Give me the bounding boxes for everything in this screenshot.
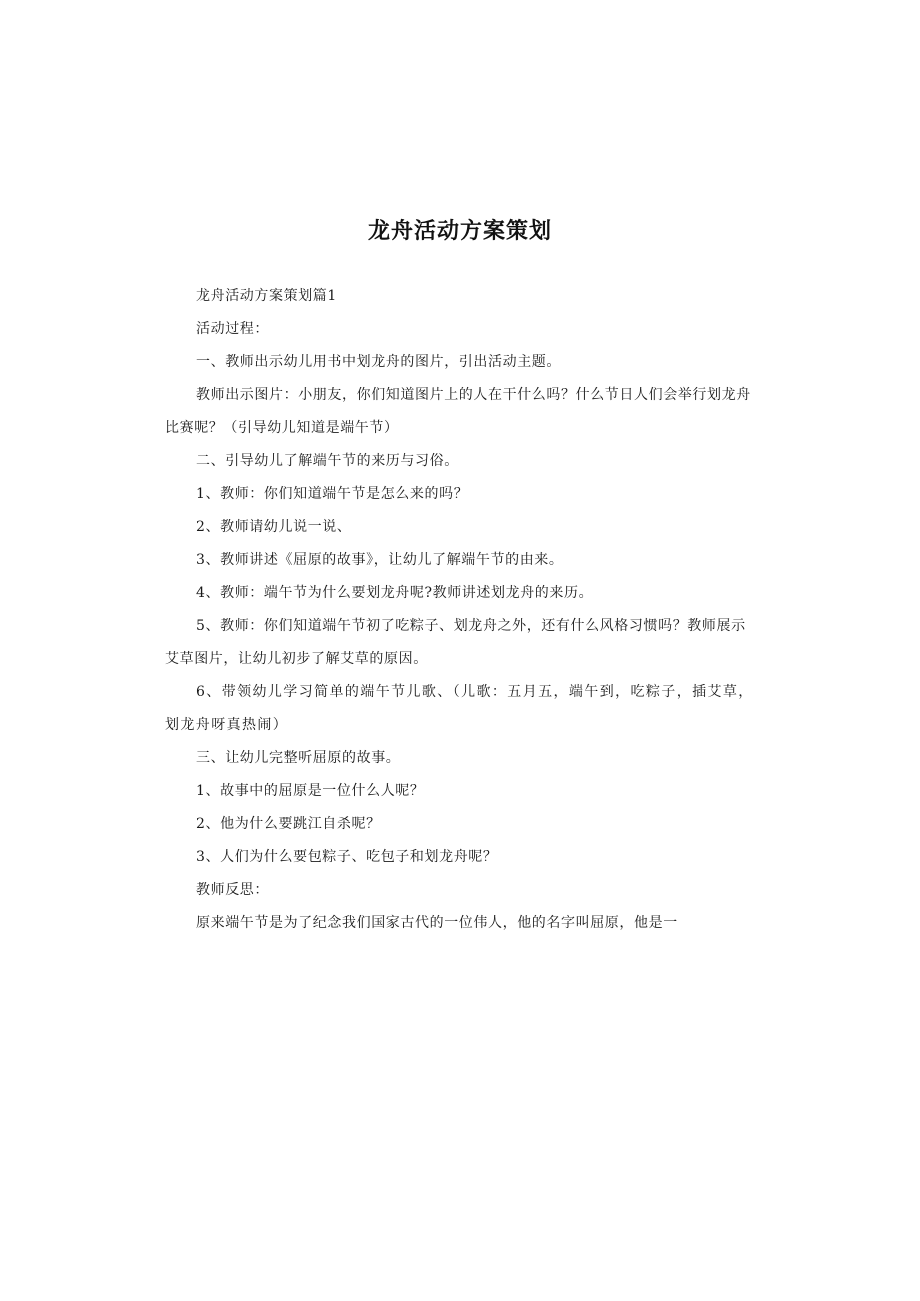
paragraph: 一、教师出示幼儿用书中划龙舟的图片，引出活动主题。: [196, 354, 561, 370]
paragraph: 教师出示图片：小朋友，你们知道图片上的人在干什么吗？什么节日人们会举行划龙舟比赛呢？（引导幼儿知道是端午节）: [165, 387, 751, 436]
paragraph: 二、引导幼儿了解端午节的来历与习俗。: [196, 453, 459, 469]
paragraph: 1、教师：你们知道端午节是怎么来的吗？: [196, 486, 469, 502]
paragraph: 原来端午节是为了纪念我们国家古代的一位伟人，他的名字叫屈原，他是一: [196, 915, 678, 931]
paragraph: 活动过程：: [196, 321, 269, 337]
paragraph: 1、故事中的屈原是一位什么人呢？: [196, 783, 425, 799]
paragraph: 2、教师请幼儿说一说、: [196, 519, 352, 535]
paragraph: 教师反思：: [196, 882, 269, 898]
paragraph: 三、让幼儿完整听屈原的故事。: [196, 750, 401, 766]
document-title: 龙舟活动方案策划: [367, 219, 552, 244]
section-heading: 龙舟活动方案策划篇1: [196, 288, 337, 304]
paragraph: 2、他为什么要跳江自杀呢？: [196, 816, 381, 832]
document-body: [165, 280, 755, 940]
paragraph: 4、教师：端午节为什么要划龙舟呢?教师讲述划龙舟的来历。: [196, 585, 594, 601]
paragraph: 3、人们为什么要包粽子、吃包子和划龙舟呢？: [196, 849, 498, 865]
paragraph: 3、教师讲述《屈原的故事》，让幼儿了解端午节的由来。: [196, 552, 564, 568]
paragraph: 6、带领幼儿学习简单的端午节儿歌、（儿歌：五月五，端午到，吃粽子，插艾草，划龙舟呀真热闹）: [165, 684, 754, 733]
paragraph: 5、教师：你们知道端午节初了吃粽子、划龙舟之外，还有什么风格习惯吗？教师展示艾草图片，让幼儿初步了解艾草的原因。: [165, 618, 746, 667]
